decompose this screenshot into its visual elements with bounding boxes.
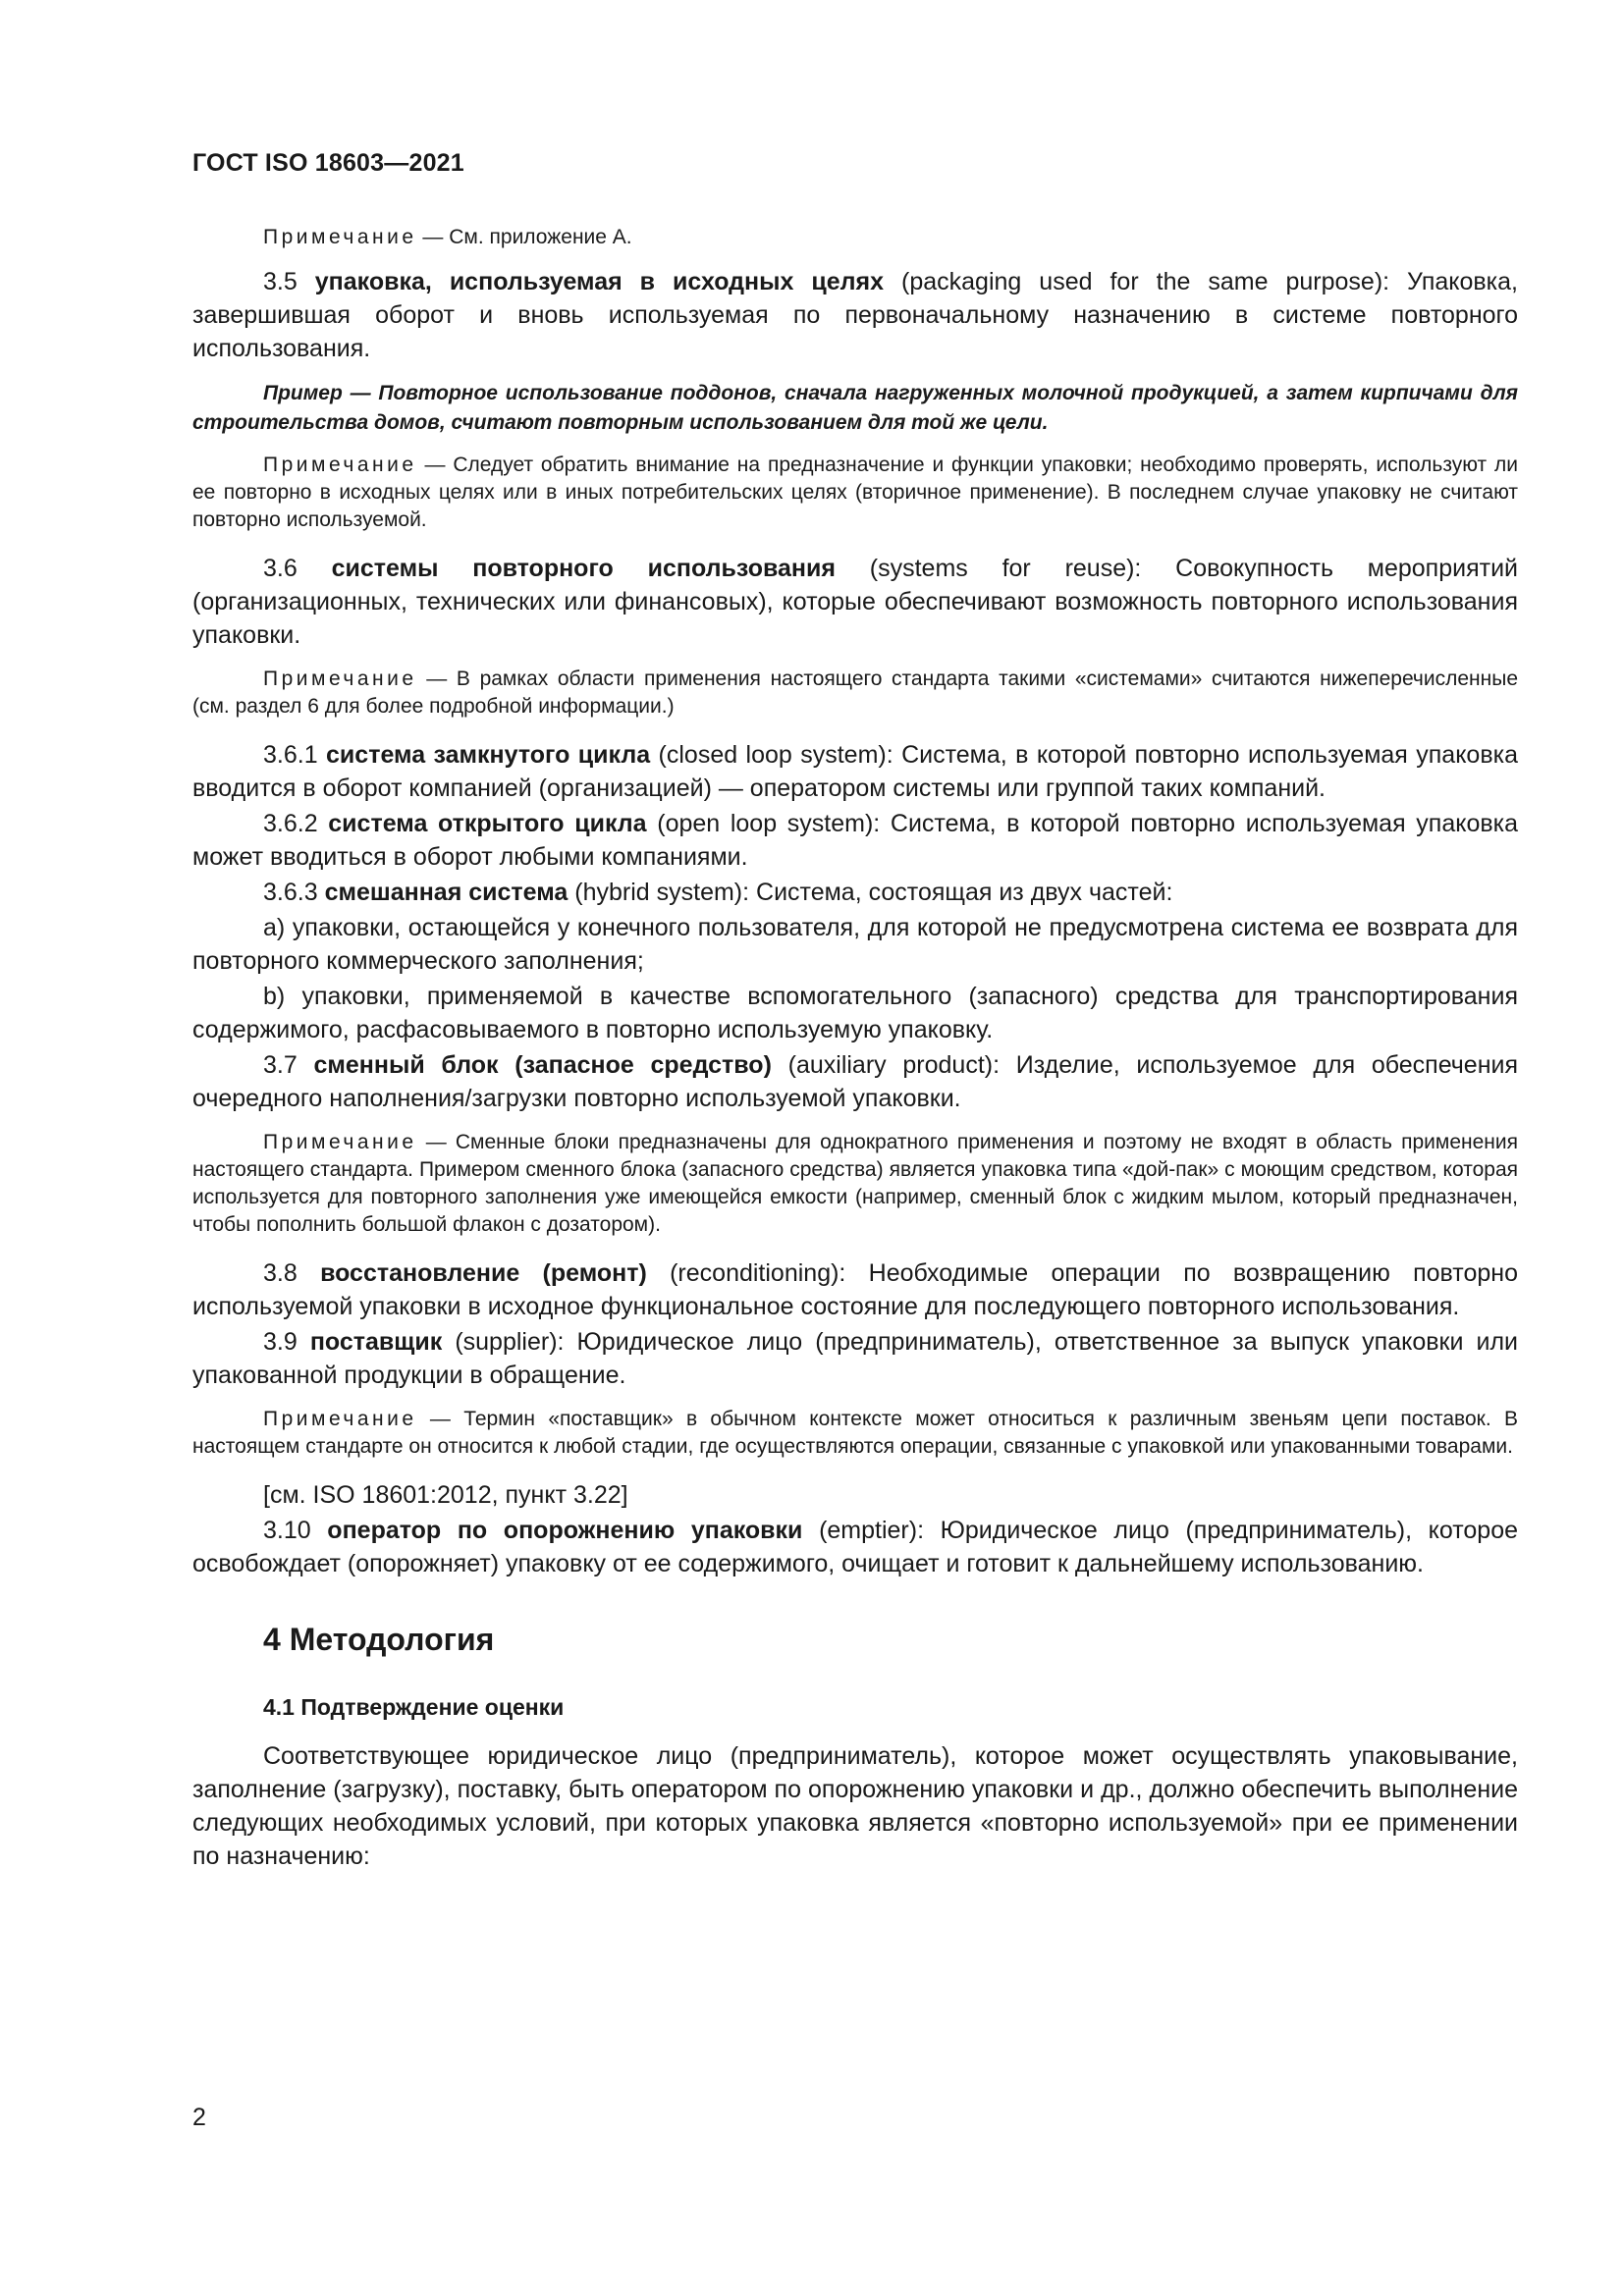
- list-item-b: b) упаковки, применяемой в качестве вспомогательного (запасного) средства для транспортирования содержимого, расфасовываемого в повторно используемую упаковку.: [192, 983, 1518, 1043]
- clause-3-10: 3.10 оператор по опорожнению упаковки (emptier): Юридическое лицо (предприниматель), которое освобождает (опорожняет) упаковку от ее содержимого, очищает и готовит к дальнейшему использованию.: [192, 1517, 1519, 1577]
- note-label: Примечание: [263, 667, 417, 690]
- clause-3-6-3: 3.6.3 смешанная система (hybrid system): Система, состоящая из двух частей:: [263, 879, 1173, 906]
- page-content: [192, 224, 1518, 1873]
- term: оператор по опорожнению упаковки: [327, 1517, 803, 1544]
- clause-3-6-1: 3.6.1 система замкнутого цикла (closed loop system): Система, в которой повторно используемая упаковка вводится в оборот компанией (организацией) — оператором системы или группой таких компаний.: [192, 741, 1518, 802]
- example-3-5: Пример — Повторное использование поддонов, сначала нагруженных молочной продукцией, а затем кирпичами для строительства домов, считают повторным использованием для той же цели.: [192, 382, 1518, 434]
- clause-3-5: 3.5 упаковка, используемая в исходных целях (packaging used for the same purpose): Упаковка, завершившая оборот и вновь используемая по первоначальному назначению в системе повторного использования.: [192, 268, 1518, 362]
- clause-3-9: 3.9 поставщик (supplier): Юридическое лицо (предприниматель), ответственное за выпуск упаковки или упакованной продукции в обращение.: [192, 1328, 1518, 1389]
- clause-3-6: 3.6 системы повторного использования (systems for reuse): Совокупность мероприятий (организационных, технических или финансовых), которые обеспечивают возможность повторного использования упаковки.: [192, 555, 1519, 649]
- note-3-5: Примечание — Следует обратить внимание на предназначение и функции упаковки; необходимо проверять, используют ли ее повторно в исходных целях или в иных потребительских целях (вторичное применение). В последнем случае упаковку не считают повторно используемой.: [192, 454, 1518, 531]
- note-label: Примечание: [263, 226, 417, 248]
- term: смешанная система: [324, 879, 568, 906]
- list-item-a: а) упаковки, остающейся у конечного пользователя, для которой не предусмотрена система ее возврата для повторного коммерческого заполнения;: [192, 914, 1518, 975]
- term: системы повторного использования: [331, 555, 836, 582]
- reference: [см. ISO 18601:2012, пункт 3.22]: [263, 1481, 628, 1509]
- page-number: 2: [192, 2104, 206, 2131]
- note-annex: Примечание — См. приложение А.: [263, 226, 632, 248]
- term: восстановление (ремонт): [320, 1259, 647, 1287]
- note-3-7: Примечание — Сменные блоки предназначены для однократного применения и поэтому не входят в область применения настоящего стандарта. Примером сменного блока (запасного средства) является упаковка типа «дой-пак» с моющим средством, которая используется для повторного заполнения уже имеющейся емкости (например, сменный блок с жидким мылом, который предназначен, чтобы пополнить большой флакон с дозатором).: [192, 1131, 1518, 1236]
- clause-3-6-2: 3.6.2 система открытого цикла (open loop system): Система, в которой повторно используемая упаковка может вводиться в оборот любыми компаниями.: [192, 810, 1519, 871]
- subsection-heading-4-1: 4.1 Подтверждение оценки: [263, 1694, 565, 1720]
- note-label: Примечание: [263, 1408, 417, 1430]
- paragraph-4-1: Соответствующее юридическое лицо (предприниматель), которое может осуществлять упаковывание, заполнение (загрузку), поставку, быть оператором по опорожнению упаковки и др., должно обеспечить выполнение следующих необходимых условий, при которых упаковка является «повторно используемой» при ее применении по назначению:: [192, 1742, 1518, 1870]
- term: сменный блок (запасное средство): [313, 1051, 772, 1079]
- term: упаковка, используемая в исходных целях: [314, 268, 885, 295]
- section-heading-4: 4 Методология: [263, 1622, 495, 1657]
- term: система замкнутого цикла: [326, 741, 651, 769]
- clause-3-7: 3.7 сменный блок (запасное средство) (auxiliary product): Изделие, используемое для обеспечения очередного наполнения/загрузки повторно используемой упаковки.: [192, 1051, 1519, 1112]
- clause-3-8: 3.8 восстановление (ремонт) (reconditioning): Необходимые операции по возвращению повторно используемой упаковки в исходное функциональное состояние для последующего повторного использования.: [192, 1259, 1518, 1320]
- term: поставщик: [309, 1328, 443, 1356]
- term: система открытого цикла: [328, 810, 647, 837]
- note-3-6: Примечание — В рамках области применения настоящего стандарта такими «системами» считаются нижеперечисленные (см. раздел 6 для более подробной информации.): [192, 667, 1519, 718]
- note-label: Примечание: [263, 454, 417, 476]
- note-label: Примечание: [263, 1131, 417, 1153]
- page-header: ГОСТ ISO 18603—2021: [192, 149, 464, 177]
- note-3-9: Примечание — Термин «поставщик» в обычном контексте может относиться к различным звеньям цепи поставок. В настоящем стандарте он относится к любой стадии, где осуществляются операции, связанные с упаковкой или упакованными товарами.: [192, 1408, 1518, 1458]
